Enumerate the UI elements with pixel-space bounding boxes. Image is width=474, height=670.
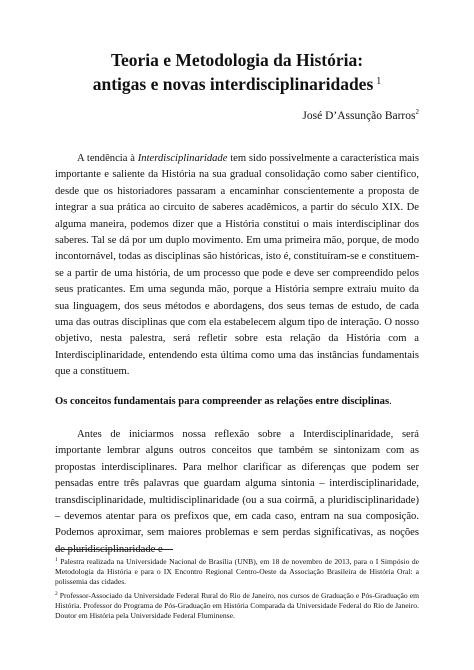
intro-paragraph	[55, 151, 419, 381]
author-name	[302, 108, 419, 122]
section-heading	[55, 395, 419, 409]
footnotes	[55, 555, 419, 622]
section-heading-period: .	[389, 396, 392, 407]
author-footnote-mark: 2	[415, 108, 419, 116]
section-heading-text: Os conceitos fundamentais para compreender as relações entre disciplinas	[55, 396, 390, 407]
intro-body: tem sido possivelmente a característica mais importante e saliente da História na sua gradual consolidação como saber científico, desde que os historiadores passaram a encaminhar conscientemente a proposta de integrar a sua prática ao circuito de saberes acadêmicos, a partir do século XIX. De alguma maneira, podemos dizer que a História constitui o mais interdisciplinar dos saberes. Tal se dá por um duplo movimento. Em uma primeira mão, porque, de modo incontornável, todas as disciplinas são históricas, isto é, constituíram-se e constituem-se a partir de uma história, de um processo que pode e deve ser compreendido pelos seus praticantes. Em uma segunda mão, porque a História sempre extraiu muito da sua linguagem, dos seus métodos e abordagens, dos seus temas de estudo, de cada uma das outras disciplinas que com ela estabelecem algum tipo de interação. O nosso objetivo, nesta palestra, será refletir sobre esta relação da História com a Interdisciplinaridade, entendendo esta última como uma das instâncias fundamentais que a constituem.	[55, 153, 419, 378]
intro-lead: A tendência à	[77, 153, 138, 164]
title-line-2-text: antigas e novas interdisciplinaridades	[92, 74, 374, 94]
title-line-1: Teoria e Metodologia da História:	[110, 50, 364, 70]
document-title	[0, 50, 474, 95]
title-line-2	[0, 71, 474, 95]
section-paragraph	[55, 427, 419, 558]
footnote-2-mark: 2	[55, 590, 58, 597]
footnote-1-mark: 1	[55, 557, 58, 563]
title-footnote-mark: 1	[376, 76, 382, 87]
footnote-2	[55, 589, 419, 622]
intro-emphasis: Interdisciplinaridade	[137, 153, 228, 164]
footnote-1	[55, 555, 419, 588]
author-text: José D’Assunção Barros	[302, 110, 416, 122]
footnote-2-text: Professor-Associado da Universidade Federal Rural do Rio de Janeiro, nos cursos de Graduação e Pós-Graduação em História. Professor do Programa de Pós-Graduação em História Comparada da Universidade Federal do Rio de Janeiro. Doutor em História pela Universidade Federal Fluminense.	[55, 590, 419, 621]
section-paragraph-text: Antes de iniciarmos nossa reflexão sobre a Interdisciplinaridade, será importante lembrar alguns outros conceitos que também se sintonizam com as propostas interdisciplinares. Para melhor clarificar as diferenças que podem ser pensadas entre três palavras que guardam alguma sintonia – interdisciplinaridade, transdisciplinaridade, multidisciplinaridade (ou a sua coirmã, a pluridisciplinaridade) – devemos atentar para os prefixos que, em cada caso, entram na sua composição. Podemos aproximar, sem maiores problemas e sem perdas significativas, as noções de pluridisciplinaridade e	[55, 429, 419, 555]
footnote-divider	[55, 549, 173, 550]
footnote-1-text: Palestra realizada na Universidade Nacional de Brasília (UNB), em 18 de novembro de 2013, para o I Simpósio de Metodologia da História e para o IX Encontro Regional Centro-Oeste da Associação Brasileira de História Oral: a polissemia das cidades.	[55, 557, 419, 587]
intro-paragraph-text	[55, 151, 419, 381]
